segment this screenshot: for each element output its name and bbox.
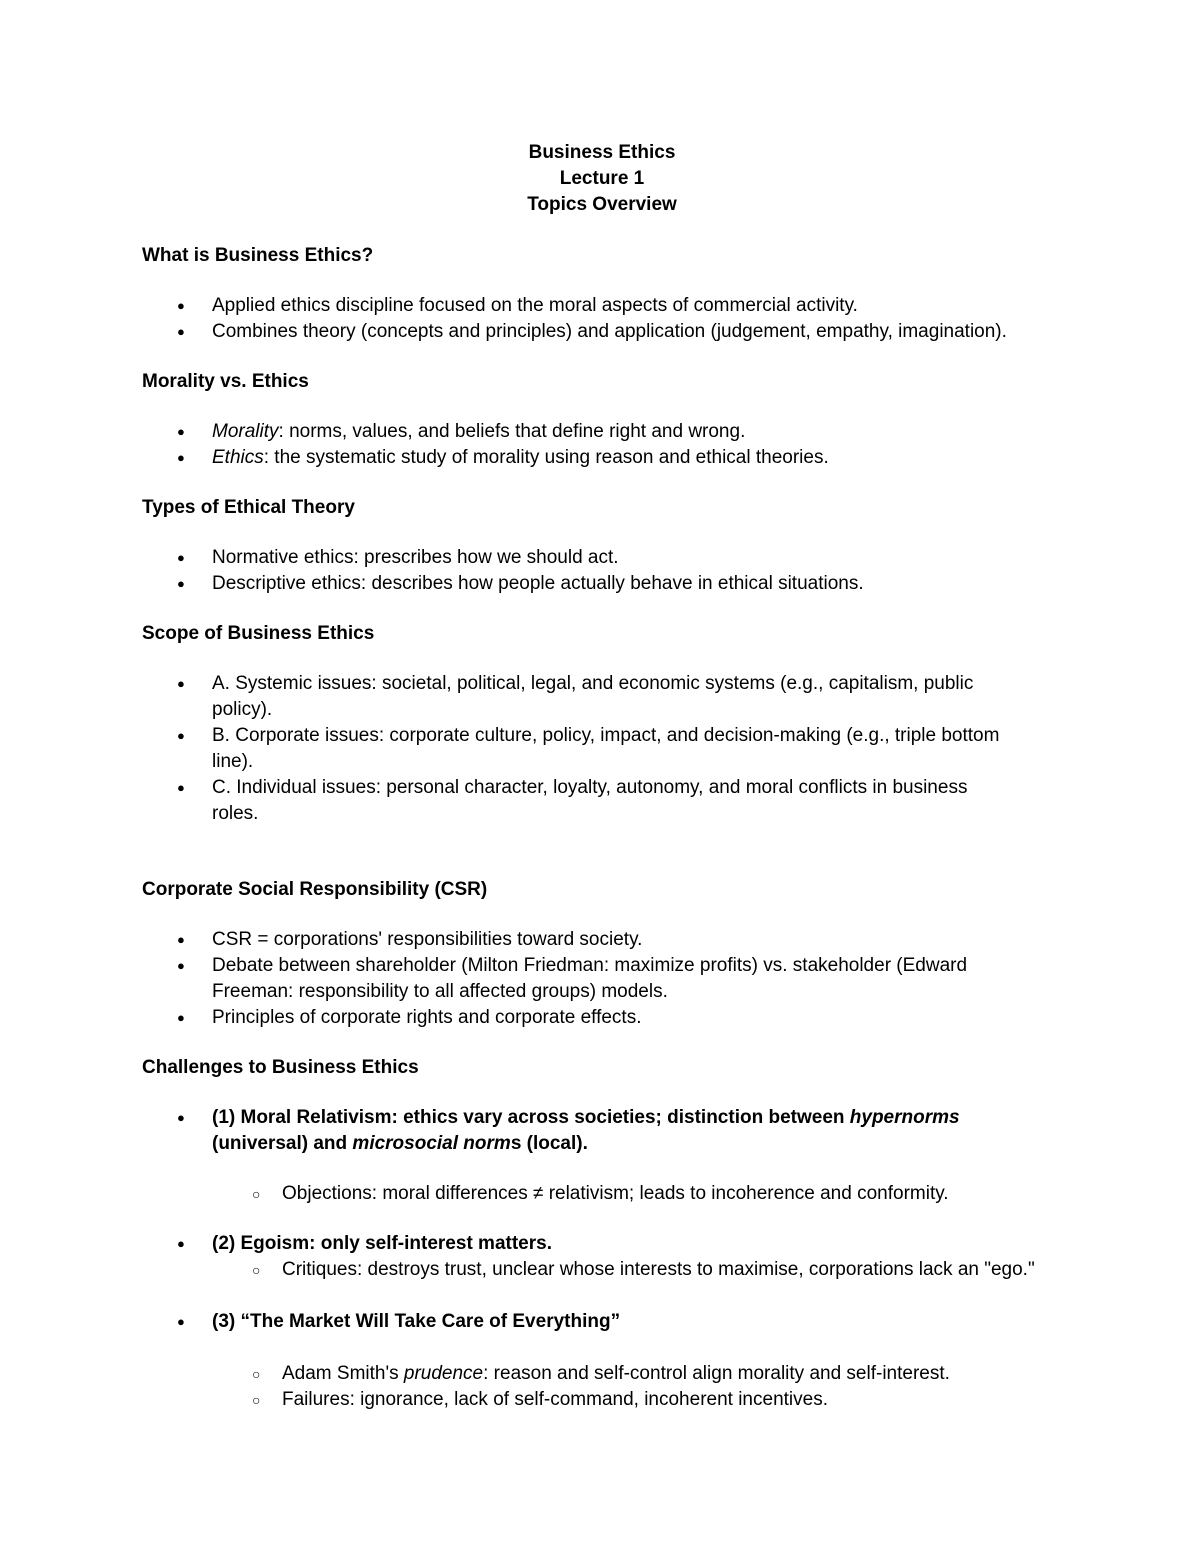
list-item: ● Normative ethics: prescribes how we should act.: [142, 545, 1062, 571]
list-item: ● A. Systemic issues: societal, political, legal, and economic systems (e.g., capitalism, public policy).: [142, 671, 1012, 723]
sub-list-item: ○ Failures: ignorance, lack of self-command, incoherent incentives.: [212, 1387, 1062, 1413]
section-heading-challenges: Challenges to Business Ethics: [142, 1057, 419, 1078]
sub-list-item: ○ Objections: moral differences ≠ relativism; leads to incoherence and conformity.: [212, 1181, 1062, 1207]
section-heading-scope-of-business-ethics: Scope of Business Ethics: [142, 623, 375, 644]
bullet-list: [142, 545, 1062, 597]
sub-bullet-list: [142, 1181, 1062, 1207]
term-ethics: Ethics: [212, 447, 264, 468]
sub-bullet-list: [142, 1257, 1062, 1283]
list-item: [142, 445, 1062, 471]
term-hypernorms: hypernorms: [849, 1107, 960, 1128]
list-item: ● (3) “The Market Will Take Care of Everything”: [142, 1309, 1062, 1335]
sub-bullet-list: [142, 1361, 1062, 1413]
sub-list-item: ○ Critiques: destroys trust, unclear whose interests to maximise, corporations lack an "ego.": [212, 1257, 1062, 1283]
list-item: ● Descriptive ethics: describes how people actually behave in ethical situations.: [142, 571, 1062, 597]
bullet-list: [142, 927, 1062, 1031]
list-item: ● CSR = corporations' responsibilities toward society.: [142, 927, 1012, 953]
bullet-list: [142, 1309, 1062, 1335]
section-heading-morality-vs-ethics: Morality vs. Ethics: [142, 371, 309, 392]
section-heading-csr: Corporate Social Responsibility (CSR): [142, 879, 488, 900]
term-prudence: prudence: [403, 1363, 484, 1384]
term-microsocial-norms: microsocial norm: [352, 1133, 511, 1154]
bullet-list: [142, 419, 1062, 471]
list-item: ● C. Individual issues: personal character, loyalty, autonomy, and moral conflicts in business roles.: [142, 775, 1012, 827]
bullet-list: [142, 1231, 1062, 1257]
list-item: ● Applied ethics discipline focused on the moral aspects of commercial activity.: [142, 293, 1062, 319]
title-line-2: Lecture 1: [559, 168, 645, 189]
bullet-list: [142, 1105, 1062, 1157]
list-item: ● Principles of corporate rights and corporate effects.: [142, 1005, 1012, 1031]
list-item: ● Debate between shareholder (Milton Friedman: maximize profits) vs. stakeholder (Edward Freeman: responsibility to all affected groups) models.: [142, 953, 1012, 1005]
document-title: [142, 140, 1062, 218]
list-item: ● Combines theory (concepts and principles) and application (judgement, empathy, imagination).: [142, 319, 1062, 345]
definition-text: : the systematic study of morality using reason and ethical theories.: [263, 447, 829, 468]
section-heading-what-is-business-ethics: What is Business Ethics?: [142, 245, 374, 266]
bullet-list: [142, 671, 1062, 827]
title-line-3: Topics Overview: [527, 194, 677, 215]
sub-text: Adam Smith's: [282, 1363, 404, 1384]
challenge-text: s (local).: [510, 1133, 588, 1154]
list-item: [142, 419, 1062, 445]
section-heading-types-of-ethical-theory: Types of Ethical Theory: [142, 497, 355, 518]
sub-text: : reason and self-control align morality and self-interest.: [483, 1363, 950, 1384]
challenge-text: (1) Moral Relativism: ethics vary across societies; distinction between: [212, 1107, 850, 1128]
definition-text: : norms, values, and beliefs that define right and wrong.: [278, 421, 746, 442]
bullet-list: [142, 293, 1062, 345]
challenge-text: (universal) and: [212, 1133, 353, 1154]
sub-list-item: [212, 1361, 1062, 1387]
list-item: ● (2) Egoism: only self-interest matters.: [142, 1231, 1062, 1257]
list-item: [142, 1105, 1002, 1157]
list-item: ● B. Corporate issues: corporate culture, policy, impact, and decision-making (e.g., triple bottom line).: [142, 723, 1012, 775]
title-line-1: Business Ethics: [528, 142, 676, 163]
term-morality: Morality: [212, 421, 279, 442]
document-page: [142, 140, 1062, 1413]
